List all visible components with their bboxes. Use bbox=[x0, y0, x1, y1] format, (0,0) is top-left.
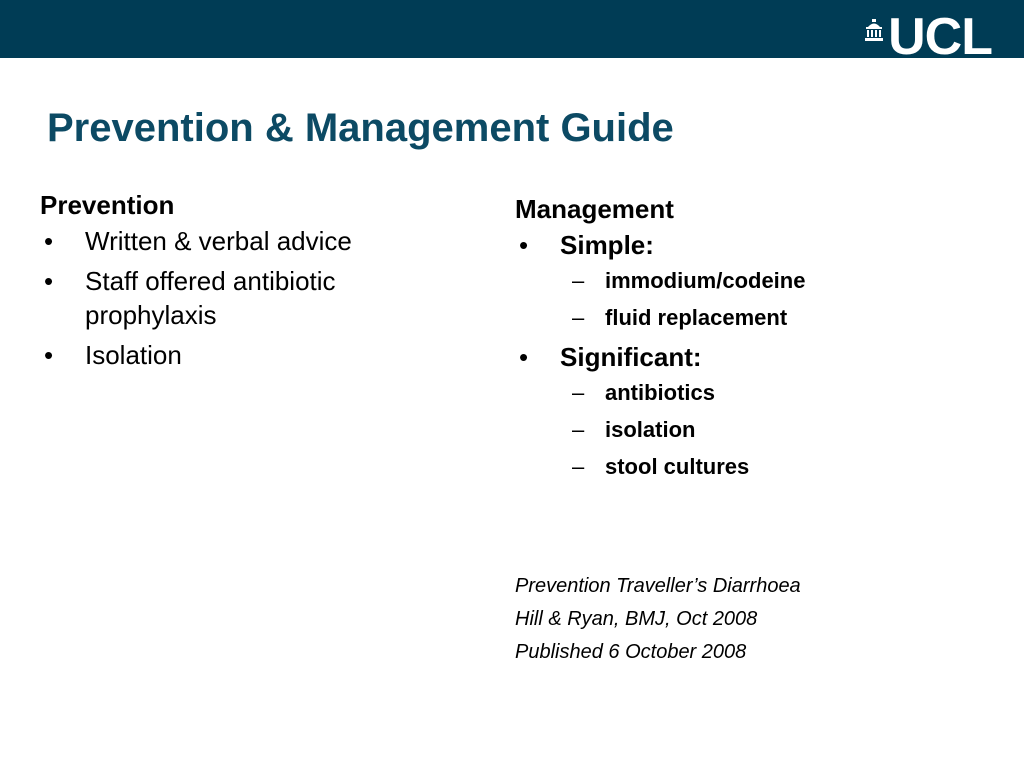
management-column bbox=[515, 190, 995, 489]
logo-text: UCL bbox=[888, 8, 992, 66]
group-label: Simple: bbox=[560, 230, 654, 260]
list-item: • Written & verbal advice bbox=[40, 224, 470, 258]
citation-line: Hill & Ryan, BMJ, Oct 2008 bbox=[515, 608, 758, 630]
list-item: – stool cultures bbox=[560, 452, 995, 482]
group-label: Significant: bbox=[560, 342, 702, 372]
citation-line: Prevention Traveller’s Diarrhoea bbox=[515, 575, 801, 597]
list-item: • Staff offered antibiotic prophylaxis bbox=[40, 264, 470, 332]
citation bbox=[515, 570, 801, 669]
management-list bbox=[515, 228, 995, 482]
management-heading: Management bbox=[515, 194, 674, 224]
list-item: – fluid replacement bbox=[560, 303, 995, 333]
sub-list bbox=[560, 266, 995, 333]
header-band bbox=[0, 0, 1024, 66]
management-group-simple bbox=[515, 228, 995, 333]
list-item: • Isolation bbox=[40, 338, 470, 372]
list-item: – immodium/codeine bbox=[560, 266, 995, 296]
slide-title: Prevention & Management Guide bbox=[47, 106, 674, 150]
ucl-logo bbox=[864, 8, 992, 66]
prevention-heading: Prevention bbox=[40, 190, 175, 220]
sub-list bbox=[560, 378, 995, 482]
management-group-significant bbox=[515, 340, 995, 482]
citation-line: Published 6 October 2008 bbox=[515, 641, 747, 663]
list-item: – antibiotics bbox=[560, 378, 995, 408]
prevention-column bbox=[40, 186, 470, 378]
list-item: – isolation bbox=[560, 415, 995, 445]
portico-icon bbox=[864, 19, 884, 41]
prevention-list bbox=[40, 224, 470, 372]
